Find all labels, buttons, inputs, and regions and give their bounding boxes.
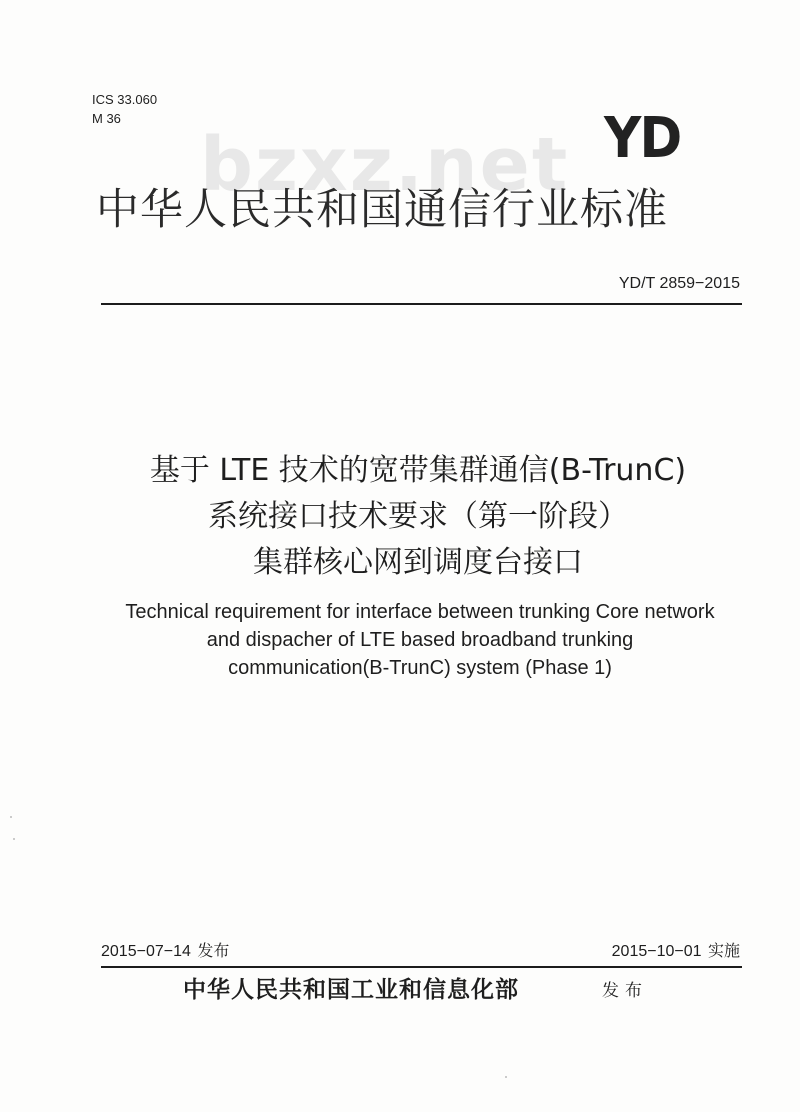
- issuing-action: 发布: [602, 981, 648, 1001]
- implementation-date: 2015−10−01: [611, 943, 702, 960]
- chinese-title-line-1: 基于 LTE 技术的宽带集群通信(B-TrunC): [149, 453, 687, 488]
- footer-divider: [101, 966, 742, 968]
- issue-date-block: [101, 940, 229, 963]
- english-title-line-3: communication(B-TrunC) system (Phase 1): [228, 657, 612, 679]
- standard-number: YD/T 2859−2015: [618, 275, 740, 292]
- scan-speck: [13, 838, 15, 840]
- chinese-title-line-3: 集群核心网到调度台接口: [253, 545, 583, 580]
- chinese-title: [0, 448, 800, 586]
- header-divider: [101, 303, 742, 305]
- standard-category-title: 中华人民共和国通信行业标准: [96, 185, 668, 235]
- english-title-line-2: and dispacher of LTE based broadband trunking: [206, 629, 634, 651]
- english-title-line-1: Technical requirement for interface between trunking Core network: [125, 601, 715, 623]
- implementation-label: 实施: [707, 941, 740, 960]
- issuing-authority: 中华人民共和国工业和信息化部: [183, 976, 519, 1003]
- ccs-code: M 36: [92, 111, 121, 126]
- issue-label: 发布: [197, 941, 230, 960]
- scan-speck: [505, 1076, 507, 1078]
- english-title: [0, 598, 800, 682]
- yd-logo: YD: [604, 106, 681, 171]
- implementation-date-block: [612, 940, 740, 963]
- issue-date: 2015−07−14: [101, 943, 191, 960]
- classification-codes: [92, 90, 157, 128]
- chinese-title-line-2: 系统接口技术要求（第一阶段）: [208, 499, 628, 534]
- scan-speck: [10, 816, 12, 818]
- watermark: bzxz.net: [200, 122, 570, 208]
- ics-code: ICS 33.060: [92, 92, 158, 107]
